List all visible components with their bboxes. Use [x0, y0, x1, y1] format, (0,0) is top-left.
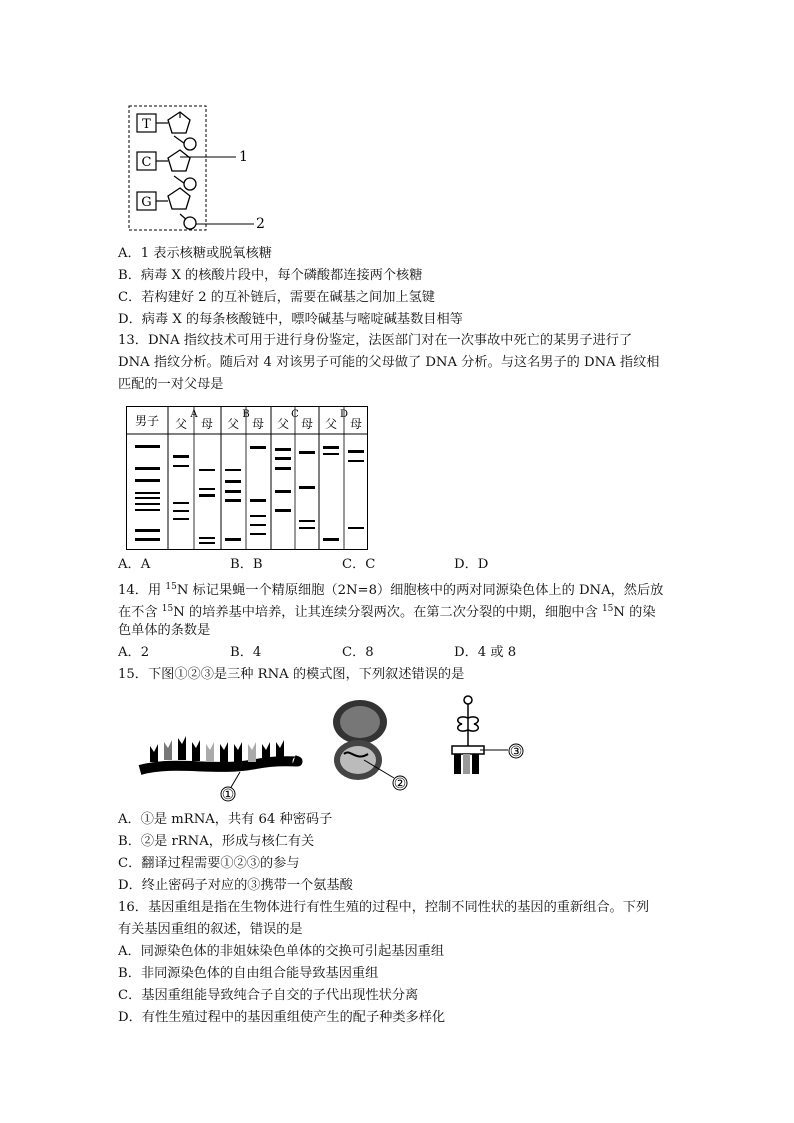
- col-b-father: 父: [226, 417, 240, 431]
- ribosome-model: [333, 700, 387, 780]
- q14-option-a: A．2: [118, 645, 150, 660]
- gel-bands: [135, 445, 364, 544]
- label-1: 1: [239, 149, 248, 165]
- sugar-3: [168, 188, 190, 209]
- group-label-c: C: [291, 409, 299, 420]
- col-c-mother: 母: [300, 417, 314, 431]
- rna-models-figure: [136, 694, 536, 806]
- base-G: G: [141, 195, 152, 210]
- q15-stem: 15．下图①②③是三种 RNA 的模式图，下列叙述错误的是: [118, 667, 465, 682]
- col-a-father: 父: [174, 417, 188, 431]
- trna-model: [452, 696, 484, 754]
- q13-option-c: C．C: [342, 557, 376, 572]
- q12-option-a: A．1 表示核糖或脱氧核糖: [118, 246, 272, 261]
- col-b-mother: 母: [251, 417, 265, 431]
- q14-stem-line-1: 14．用 $^{15}$N 标记果蝇一个精原细胞（2N=8）细胞核中的两对同源染色体上的 DNA，然后放: [118, 582, 664, 598]
- q16-option-b: B．非同源染色体的自由组合能导致基因重组: [118, 966, 379, 981]
- q13-option-d: D．D: [454, 557, 489, 572]
- col-man: 男子: [134, 414, 160, 428]
- mrna-model: [140, 736, 298, 770]
- nucleotide-chain-figure: [118, 100, 288, 240]
- q14-options: [118, 644, 566, 662]
- q12-option-d: D．病毒 X 的每条核酸链中，嘌呤碱基与嘧啶碱基数目相等: [118, 312, 463, 327]
- q16-option-a: A．同源染色体的非姐妹染色单体的交换可引起基因重组: [118, 944, 445, 959]
- label-2: 2: [256, 216, 265, 232]
- phosphate-3: [184, 217, 196, 229]
- sugar-1: [168, 112, 190, 133]
- base-C: C: [141, 155, 152, 170]
- group-label-b: B: [242, 409, 250, 420]
- q15-option-d: D．终止密码子对应的③携带一个氨基酸: [118, 878, 353, 893]
- q16-stem-line-2: 有关基因重组的叙述，错误的是: [118, 922, 303, 937]
- col-d-mother: 母: [349, 417, 363, 431]
- q14-option-d: D．4 或 8: [454, 645, 517, 660]
- label-circled-2: ②: [393, 776, 407, 792]
- phosphate-2: [184, 178, 196, 190]
- q16-option-c: C．基因重组能导致纯合子自交的子代出现性状分离: [118, 988, 419, 1003]
- q14-stem-line-2: 在不含 $^{15}$N 的培养基中培养，让其连续分裂两次。在第二次分裂的中期，细胞中含 $^{15}$N 的染: [118, 604, 656, 620]
- sugar-2: [168, 150, 190, 171]
- q16-option-d: D．有性生殖过程中的基因重组使产生的配子种类多样化: [118, 1010, 446, 1025]
- q12-option-b: B．病毒 X 的核酸片段中，每个磷酸都连接两个核糖: [118, 268, 423, 283]
- backbone-line: [174, 112, 188, 221]
- q12-option-c: C．若构建好 2 的互补链后，需要在碱基之间加上氢键: [118, 290, 435, 305]
- q13-option-b: B．B: [230, 557, 263, 572]
- col-a-mother: 母: [200, 417, 214, 431]
- q14-option-b: B．4: [230, 645, 262, 660]
- q13-stem-line-2: DNA 指纹分析。随后对 4 对该男子可能的父母做了 DNA 分析。与这名男子的 DNA 指纹相: [118, 355, 660, 370]
- q13-stem-line-1: 13．DNA 指纹技术可用于进行身份鉴定，法医部门对在一次事故中死亡的某男子进行了: [118, 333, 633, 348]
- base-T: T: [142, 117, 151, 132]
- q15-option-c: C．翻译过程需要①②③的参与: [118, 856, 300, 871]
- q16-stem-line-1: 16．基因重组是指在生物体进行有性生殖的过程中，控制不同性状的基因的重新组合。下列: [118, 900, 650, 915]
- q13-options: [118, 556, 566, 574]
- q15-option-a: A．①是 mRNA，共有 64 种密码子: [118, 812, 333, 827]
- dna-fingerprint-table: [126, 406, 370, 552]
- q14-stem-line-3: 色单体的条数是: [118, 623, 211, 638]
- label-circled-3: ③: [509, 744, 523, 760]
- col-d-father: 父: [324, 417, 338, 431]
- phosphate-1: [184, 138, 196, 150]
- q13-option-a: A．A: [118, 557, 151, 572]
- q15-option-b: B．②是 rRNA，形成与核仁有关: [118, 834, 315, 849]
- q13-stem-line-3: 匹配的一对父母是: [118, 377, 224, 392]
- q14-option-c: C．8: [342, 645, 374, 660]
- group-label-d: D: [339, 409, 349, 420]
- label-circled-1: ①: [221, 787, 235, 803]
- group-label-a: A: [190, 409, 198, 420]
- col-c-father: 父: [276, 417, 290, 431]
